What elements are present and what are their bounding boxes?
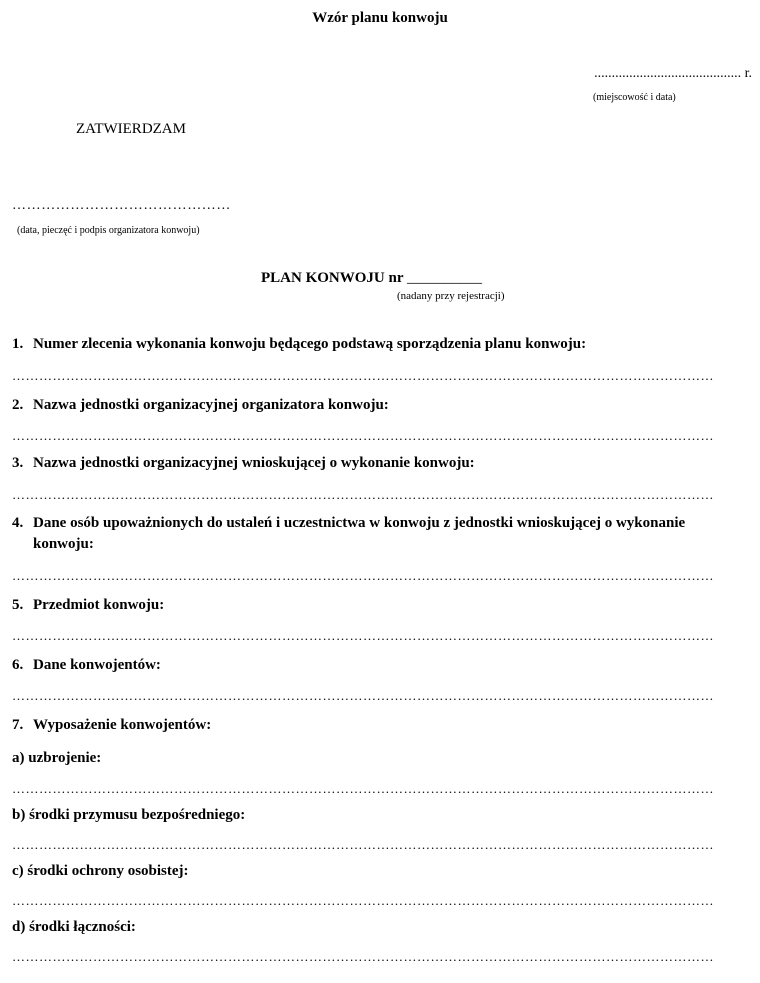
item-6-label	[12, 657, 161, 674]
item-text: Dane osób upoważnionych do ustaleń i uczestnictwa w konwoju z jednostki wnioskującej o wykonanie	[33, 515, 686, 531]
item-text: Dane konwojentów:	[33, 657, 161, 673]
subitem-b-fill-line: …………………………………………………………………………………………………………………………………………	[12, 837, 714, 852]
plan-title	[261, 270, 482, 287]
plan-number-caption: (nadany przy rejestracji)	[397, 290, 505, 302]
item-5-fill-line: …………………………………………………………………………………………………………………………………………	[12, 628, 714, 643]
place-date-caption: (miejscowość i data)	[593, 92, 676, 103]
item-text: Nazwa jednostki organizacyjnej organizatora konwoju:	[33, 397, 389, 413]
subitem-c-fill-line: …………………………………………………………………………………………………………………………………………	[12, 893, 714, 908]
item-number: 2.	[12, 397, 24, 413]
subitem-a-label: a) uzbrojenie:	[12, 750, 102, 766]
item-3-fill-line: …………………………………………………………………………………………………………………………………………	[12, 487, 714, 502]
item-number: 7.	[12, 717, 24, 733]
item-3-label	[12, 455, 475, 472]
item-text: Nazwa jednostki organizacyjnej wnioskującej o wykonanie konwoju:	[33, 455, 475, 471]
item-1-fill-line: …………………………………………………………………………………………………………………………………………	[12, 368, 714, 383]
item-2-label	[12, 397, 389, 414]
item-6-fill-line: …………………………………………………………………………………………………………………………………………	[12, 688, 714, 703]
item-7-label	[12, 717, 211, 734]
signature-caption: (data, pieczęć i podpis organizatora konwoju)	[17, 225, 200, 236]
item-5-label	[12, 597, 164, 614]
plan-number-blank: __________	[406, 270, 482, 286]
item-text: Numer zlecenia wykonania konwoju będącego podstawą sporządzenia planu konwoju:	[33, 336, 587, 352]
plan-title-text: PLAN KONWOJU nr	[261, 270, 404, 286]
item-number: 4.	[12, 515, 24, 531]
item-4-label	[12, 515, 685, 532]
subitem-d-fill-line: …………………………………………………………………………………………………………………………………………	[12, 949, 714, 964]
subitem-c-label: c) środki ochrony osobistej:	[12, 863, 189, 879]
item-1-label	[12, 336, 586, 353]
item-number: 3.	[12, 455, 24, 471]
item-text: Przedmiot konwoju:	[33, 597, 165, 613]
subitem-d-label: d) środki łączności:	[12, 919, 136, 935]
item-number: 1.	[12, 336, 24, 352]
subitem-b-label: b) środki przymusu bezpośredniego:	[12, 807, 246, 823]
approval-heading: ZATWIERDZAM	[76, 121, 186, 137]
signature-line: ………………………………………	[12, 198, 231, 213]
item-number: 5.	[12, 597, 24, 613]
item-number: 6.	[12, 657, 24, 673]
item-2-fill-line: …………………………………………………………………………………………………………………………………………	[12, 428, 714, 443]
subitem-a-fill-line: …………………………………………………………………………………………………………………………………………	[12, 781, 714, 796]
item-4-label-continuation: konwoju:	[33, 536, 94, 552]
place-date-line: .......................................... r.	[594, 66, 752, 81]
item-4-fill-line: …………………………………………………………………………………………………………………………………………	[12, 568, 714, 583]
item-text: Wyposażenie konwojentów:	[33, 717, 212, 733]
document-title: Wzór planu konwoju	[312, 10, 448, 26]
